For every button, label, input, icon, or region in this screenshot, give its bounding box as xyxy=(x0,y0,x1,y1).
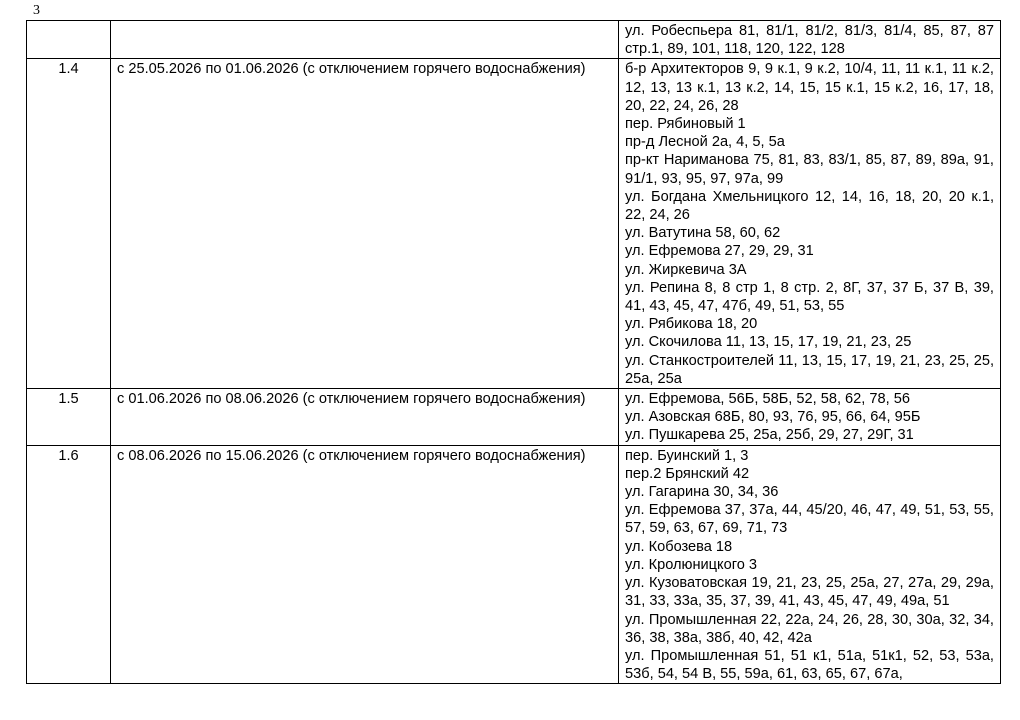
period-cell: с 08.06.2026 по 15.06.2026 (с отключением горячего водоснабжения) xyxy=(111,445,619,684)
period-cell xyxy=(111,21,619,59)
period-cell: с 25.05.2026 по 01.06.2026 (с отключением горячего водоснабжения) xyxy=(111,59,619,389)
address-line: ул. Кролюницкого 3 xyxy=(625,556,757,573)
address-line: ул. Богдана Хмельницкого 12, 14, 16, 18, 20, 20 к.1, 22, 24, 26 xyxy=(625,188,994,224)
row-number-cell: 1.6 xyxy=(27,445,111,684)
row-number-cell: 1.5 xyxy=(27,389,111,446)
table-row xyxy=(27,389,1001,446)
table-row xyxy=(27,59,1001,389)
address-line: пер. Рябиновый 1 xyxy=(625,116,746,133)
address-line: ул. Робеспьера 81, 81/1, 81/2, 81/3, 81/4, 85, 87, 87 стр.1, 89, 101, 118, 120, 122, 128 xyxy=(625,23,994,58)
address-line: ул. Репина 8, 8 стр 1, 8 стр. 2, 8Г, 37, 37 Б, 37 В, 39, 41, 43, 45, 47, 47б, 49, 51, 53, 55 xyxy=(625,279,994,315)
address-line: ул. Рябикова 18, 20 xyxy=(625,316,758,333)
address-line: пер. Буинский 1, 3 xyxy=(625,447,749,464)
address-line: ул. Скочилова 11, 13, 15, 17, 19, 21, 23, 25 xyxy=(625,334,912,351)
table-row-continuation xyxy=(27,21,1001,59)
address-line: ул. Кобозева 18 xyxy=(625,538,733,555)
address-line: ул. Ватутина 58, 60, 62 xyxy=(625,225,781,242)
address-line: ул. Ефремова 37, 37а, 44, 45/20, 46, 47, 49, 51, 53, 55, 57, 59, 63, 67, 69, 71, 73 xyxy=(625,502,994,537)
address-line: ул. Пушкарева 25, 25а, 25б, 29, 27, 29Г, 31 xyxy=(625,427,914,444)
address-line: ул. Азовская 68Б, 80, 93, 76, 95, 66, 64, 95Б xyxy=(625,409,921,426)
address-line: б-р Архитекторов 9, 9 к.1, 9 к.2, 10/4, 11, 11 к.1, 11 к.2, 12, 13, 13 к.1, 13 к.2, 14, 15, 15 к.1, 15 к.2, 16, 17, 18, 20, 22, 24, 26, 28 xyxy=(625,61,994,114)
address-cell xyxy=(619,21,1001,59)
address-line: ул. Ефремова 27, 29, 29, 31 xyxy=(625,243,814,260)
address-line: пер.2 Брянский 42 xyxy=(625,465,750,482)
address-line: ул. Станкостроителей 11, 13, 15, 17, 19, 21, 23, 25, 25, 25а, 25а xyxy=(625,352,994,387)
address-line: ул. Промышленная 22, 22а, 24, 26, 28, 30, 30а, 32, 34, 36, 38, 38а, 38б, 40, 42, 42а xyxy=(625,611,994,646)
page-number: 3 xyxy=(33,3,40,18)
address-line: ул. Жиркевича 3А xyxy=(625,261,747,278)
outage-schedule-table xyxy=(26,20,1001,684)
address-line: ул. Кузоватовская 19, 21, 23, 25, 25а, 27, 27а, 29, 29а, 31, 33, 33а, 35, 37, 39, 41, 43, 45, 47, 49, 49а, 51 xyxy=(625,575,994,610)
row-number-cell: 1.4 xyxy=(27,59,111,389)
table-row xyxy=(27,445,1001,684)
address-cell xyxy=(619,59,1001,389)
address-line: ул. Ефремова, 56Б, 58Б, 52, 58, 62, 78, 56 xyxy=(625,391,910,408)
address-line: пр-кт Нариманова 75, 81, 83, 83/1, 85, 87, 89, 89а, 91, 91/1, 93, 95, 97, 97а, 99 xyxy=(625,152,994,187)
address-line: ул. Промышленная 51, 51 к1, 51а, 51к1, 52, 53, 53а, 53б, 54, 54 В, 55, 59а, 61, 63, 65, 67, 67а, xyxy=(625,647,994,683)
address-cell xyxy=(619,445,1001,684)
address-cell xyxy=(619,389,1001,446)
address-line: пр-д Лесной 2а, 4, 5, 5а xyxy=(625,134,785,151)
period-cell: с 01.06.2026 по 08.06.2026 (с отключением горячего водоснабжения) xyxy=(111,389,619,446)
row-number-cell xyxy=(27,21,111,59)
address-line: ул. Гагарина 30, 34, 36 xyxy=(625,484,779,501)
